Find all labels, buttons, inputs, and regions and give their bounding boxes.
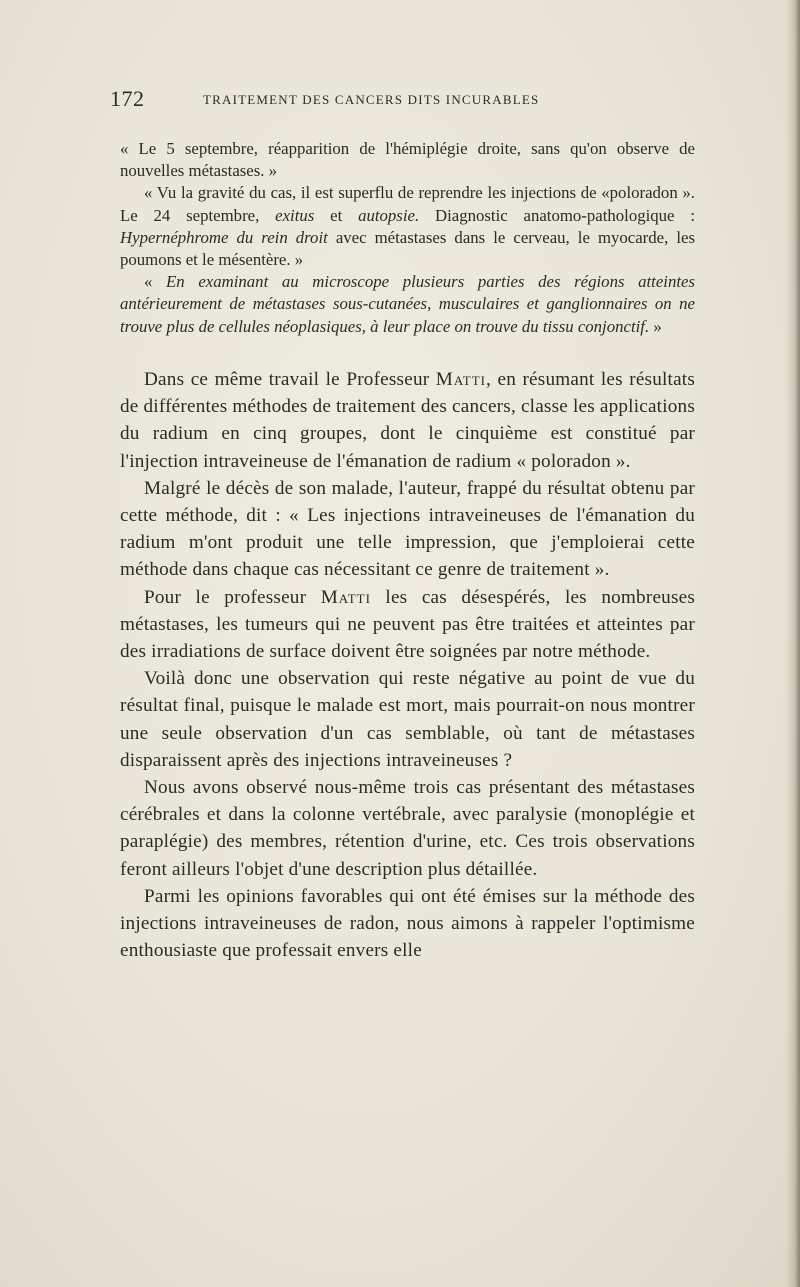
quote-text: «	[144, 272, 167, 292]
author-name: Matti	[435, 369, 487, 390]
body-paragraph	[120, 475, 695, 584]
body-text	[120, 366, 695, 964]
quoted-observation	[120, 138, 695, 338]
paragraph-text: Pour le professeur	[144, 586, 321, 608]
running-title: TRAITEMENT DES CANCERS DITS INCURABLES	[203, 92, 540, 107]
paragraph-text: les cas désespérés, les nombreuses métastases, les tumeurs qui ne peuvent pas être traitées et atteintes par des irradiations de surface doivent être soignées par notre méthode.	[120, 586, 696, 663]
italic-term: exitus	[275, 205, 315, 225]
page-edge-shadow	[786, 0, 800, 1287]
quote-text: et	[314, 205, 359, 225]
paragraph-text: Nous avons observé nous-même trois cas présentant des métastases cérébrales et dans la colonne vertébrale, avec paralysie (monoplégie et paraplégie) des membres, rétention d'urine, etc. Ces trois observations feront ailleurs l'objet d'une description plus détaillée.	[120, 777, 695, 880]
italic-quote: En examinant au microscope plusieurs parties des régions atteintes antérieurement de métastases sous-cutanées, musculaires et ganglionnaires on ne trouve plus de cellules néoplasiques, à leur place on trouve du tissu conjonctif.	[120, 272, 695, 336]
quote-paragraph	[120, 138, 695, 182]
quote-text: avec métastases dans le cerveau, le myocarde, les poumons et le mésentère. »	[120, 227, 695, 270]
page-header	[88, 86, 708, 116]
body-paragraph	[120, 774, 695, 883]
quote-text: »	[649, 316, 662, 336]
quote-paragraph	[120, 182, 695, 271]
quote-text: Diagnostic anatomo-pathologique :	[419, 205, 695, 225]
body-paragraph	[120, 883, 695, 965]
italic-diagnosis: Hypernéphrome du rein droit	[120, 227, 328, 247]
quote-text: « Vu la gravité du cas, il est superflu de reprendre les injections de «poloradon ». Le 24 septembre,	[120, 183, 695, 225]
paragraph-text: Dans ce même travail le Professeur	[144, 369, 436, 390]
paragraph-text: , en résumant les résultats de différentes méthodes de traitement des cancers, classe les applications du radium en cinq groupes, dont le cinquième est constitué par l'injection intraveineuse de l'émanation de radium « poloradon ».	[120, 369, 695, 472]
page-number: 172	[110, 86, 145, 111]
quote-text: « Le 5 septembre, réapparition de l'hémiplégie droite, sans qu'on observe de nouvelles métastases. »	[120, 139, 695, 181]
body-paragraph	[120, 665, 695, 774]
paragraph-text: Parmi les opinions favorables qui ont été émises sur la méthode des injections intraveineuses de radon, nous aimons à rappeler l'optimisme enthousiaste que professait envers elle	[120, 885, 695, 962]
body-paragraph	[120, 366, 695, 475]
quote-paragraph	[120, 271, 695, 338]
author-name: Matti	[320, 586, 371, 608]
paragraph-text: Malgré le décès de son malade, l'auteur, frappé du résultat obtenu par cette méthode, dit : « Les injections intraveineuses de l'émanation du radium m'ont produit une telle impression, que j'emploierai cette méthode dans chaque cas nécessitant ce genre de traitement ».	[120, 477, 695, 581]
body-paragraph	[120, 584, 695, 666]
paragraph-text: Voilà donc une observation qui reste négative au point de vue du résultat final, puisque le malade est mort, mais pourrait-on nous montrer une seule observation d'un cas semblable, où tant de métastases disparaissent après des injections intraveineuses ?	[120, 668, 695, 771]
italic-term: autopsie.	[358, 205, 420, 225]
